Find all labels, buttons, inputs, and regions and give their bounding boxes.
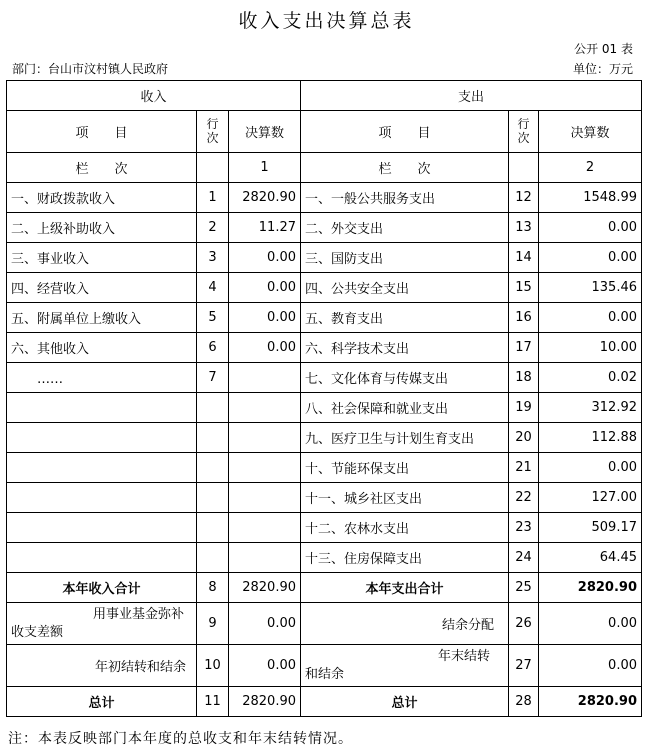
income-year-total-amount: 2820.90 <box>229 573 301 603</box>
expense-amount: 0.00 <box>539 213 642 243</box>
income-amount <box>229 453 301 483</box>
income-item-name: 四、经营收入 <box>7 273 197 303</box>
income-item-name: 六、其他收入 <box>7 333 197 363</box>
income-col-index: 1 <box>229 153 301 183</box>
expense-item-name: 七、文化体育与传媒支出 <box>301 363 509 393</box>
table-row <box>7 213 642 243</box>
income-header: 收入 <box>7 81 301 111</box>
income-expense-table <box>6 80 642 717</box>
income-carry-over-amount: 0.00 <box>229 645 301 687</box>
income-amount-header: 决算数 <box>229 111 301 153</box>
income-item-name: 五、附属单位上缴收入 <box>7 303 197 333</box>
income-item-name: 三、事业收入 <box>7 243 197 273</box>
income-item-name: 一、财政拨款收入 <box>7 183 197 213</box>
income-amount <box>229 543 301 573</box>
expense-row-no: 24 <box>509 543 539 573</box>
expense-year-total-amount: 2820.90 <box>539 573 642 603</box>
fund-balance-row <box>7 603 642 645</box>
income-row-no: 7 <box>197 363 229 393</box>
expense-item-name: 九、医疗卫生与计划生育支出 <box>301 423 509 453</box>
expense-carry-over-amount: 0.00 <box>539 645 642 687</box>
income-amount <box>229 513 301 543</box>
expense-amount: 135.46 <box>539 273 642 303</box>
income-row-no <box>197 543 229 573</box>
income-amount: 0.00 <box>229 243 301 273</box>
unit-label: 单位：万元 <box>572 62 633 76</box>
income-fund-no: 9 <box>197 603 229 645</box>
expense-amount: 312.92 <box>539 393 642 423</box>
table-row <box>7 543 642 573</box>
income-row-no <box>197 393 229 423</box>
expense-row-no: 22 <box>509 483 539 513</box>
income-amount: 0.00 <box>229 333 301 363</box>
income-grand-total-no: 11 <box>197 687 229 717</box>
income-amount: 0.00 <box>229 303 301 333</box>
expense-item-name: 十、节能环保支出 <box>301 453 509 483</box>
income-amount <box>229 363 301 393</box>
income-year-total-no: 8 <box>197 573 229 603</box>
year-total-row <box>7 573 642 603</box>
income-item-name <box>7 453 197 483</box>
income-row-no-header: 行 次 <box>197 111 229 153</box>
income-row-no: 4 <box>197 273 229 303</box>
income-amount <box>229 483 301 513</box>
expense-row-no: 13 <box>509 213 539 243</box>
table-row <box>7 483 642 513</box>
income-item-name <box>7 543 197 573</box>
table-row <box>7 513 642 543</box>
table-row <box>7 183 642 213</box>
income-amount <box>229 423 301 453</box>
expense-row-no: 19 <box>509 393 539 423</box>
section-header-row <box>7 81 642 111</box>
expense-row-no: 18 <box>509 363 539 393</box>
expense-amount: 127.00 <box>539 483 642 513</box>
income-row-no: 1 <box>197 183 229 213</box>
column-header-row <box>7 111 642 153</box>
expense-col-index: 2 <box>539 153 642 183</box>
department-label: 部门：台山市汶村镇人民政府 <box>12 62 169 76</box>
income-amount: 0.00 <box>229 273 301 303</box>
expense-row-no: 14 <box>509 243 539 273</box>
income-carry-over-no: 10 <box>197 645 229 687</box>
expense-item-name: 一、一般公共服务支出 <box>301 183 509 213</box>
expense-row-no: 20 <box>509 423 539 453</box>
expense-carry-over-no: 27 <box>509 645 539 687</box>
expense-carry-over-label: 年末结转 和结余 <box>301 645 509 687</box>
expense-amount: 112.88 <box>539 423 642 453</box>
income-item-name <box>7 393 197 423</box>
income-row-no: 6 <box>197 333 229 363</box>
income-carry-over-label: 年初结转和结余 <box>7 645 197 687</box>
grand-total-row <box>7 687 642 717</box>
income-row-no: 2 <box>197 213 229 243</box>
income-item-name <box>7 423 197 453</box>
carry-over-row <box>7 645 642 687</box>
income-fund-amount: 0.00 <box>229 603 301 645</box>
income-row-no: 3 <box>197 243 229 273</box>
income-item-name <box>7 483 197 513</box>
expense-row-no-header: 行 次 <box>509 111 539 153</box>
table-row <box>7 243 642 273</box>
expense-item-name: 四、公共安全支出 <box>301 273 509 303</box>
expense-amount-header: 决算数 <box>539 111 642 153</box>
expense-row-no: 12 <box>509 183 539 213</box>
expense-row-no: 21 <box>509 453 539 483</box>
expense-amount: 509.17 <box>539 513 642 543</box>
income-item-header: 项 目 <box>7 111 197 153</box>
income-col-label: 栏 次 <box>7 153 197 183</box>
footnote: 注：本表反映部门本年度的总收支和年末结转情况。 <box>8 731 353 747</box>
expense-col-label: 栏 次 <box>301 153 509 183</box>
table-row <box>7 423 642 453</box>
table-row <box>7 453 642 483</box>
table-row <box>7 273 642 303</box>
expense-amount: 0.02 <box>539 363 642 393</box>
form-number: 公开 01 表 <box>574 42 633 56</box>
expense-item-name: 十二、农林水支出 <box>301 513 509 543</box>
page-title: 收入支出决算总表 <box>238 10 415 32</box>
expense-item-header: 项 目 <box>301 111 509 153</box>
income-grand-total-label: 总计 <box>7 687 197 717</box>
expense-item-name: 三、国防支出 <box>301 243 509 273</box>
expense-item-name: 八、社会保障和就业支出 <box>301 393 509 423</box>
income-item-name: 二、上级补助收入 <box>7 213 197 243</box>
income-item-name: …… <box>7 363 197 393</box>
table-row <box>7 303 642 333</box>
expense-amount: 0.00 <box>539 243 642 273</box>
expense-grand-total-label: 总计 <box>301 687 509 717</box>
expense-row-no: 15 <box>509 273 539 303</box>
expense-surplus-allocation-no: 26 <box>509 603 539 645</box>
expense-year-total-label: 本年支出合计 <box>301 573 509 603</box>
expense-item-name: 十一、城乡社区支出 <box>301 483 509 513</box>
expense-amount: 0.00 <box>539 303 642 333</box>
expense-item-name: 十三、住房保障支出 <box>301 543 509 573</box>
income-row-no <box>197 483 229 513</box>
expense-grand-total-amount: 2820.90 <box>539 687 642 717</box>
expense-surplus-allocation-label: 结余分配 <box>301 603 509 645</box>
table-row <box>7 393 642 423</box>
income-amount: 11.27 <box>229 213 301 243</box>
expense-year-total-no: 25 <box>509 573 539 603</box>
expense-amount: 1548.99 <box>539 183 642 213</box>
expense-item-name: 二、外交支出 <box>301 213 509 243</box>
expense-header: 支出 <box>301 81 642 111</box>
income-row-no <box>197 513 229 543</box>
income-row-no <box>197 423 229 453</box>
income-row-no: 5 <box>197 303 229 333</box>
income-grand-total-amount: 2820.90 <box>229 687 301 717</box>
expense-amount: 10.00 <box>539 333 642 363</box>
expense-item-name: 五、教育支出 <box>301 303 509 333</box>
income-item-name <box>7 513 197 543</box>
income-year-total-label: 本年收入合计 <box>7 573 197 603</box>
income-row-no <box>197 453 229 483</box>
expense-grand-total-no: 28 <box>509 687 539 717</box>
expense-item-name: 六、科学技术支出 <box>301 333 509 363</box>
expense-row-no: 16 <box>509 303 539 333</box>
expense-row-no: 17 <box>509 333 539 363</box>
income-amount: 2820.90 <box>229 183 301 213</box>
income-amount <box>229 393 301 423</box>
expense-amount: 0.00 <box>539 453 642 483</box>
table-row <box>7 363 642 393</box>
column-index-row <box>7 153 642 183</box>
income-fund-label: 用事业基金弥补 收支差额 <box>7 603 197 645</box>
expense-row-no: 23 <box>509 513 539 543</box>
expense-surplus-allocation-amount: 0.00 <box>539 603 642 645</box>
table-row <box>7 333 642 363</box>
expense-amount: 64.45 <box>539 543 642 573</box>
